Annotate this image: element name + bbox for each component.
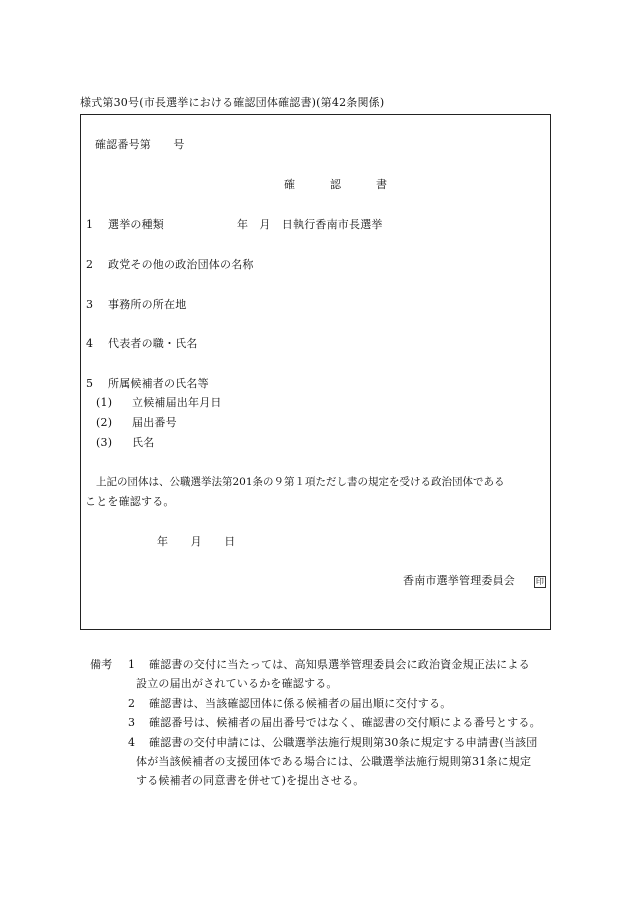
note-1-line-1: 確認書の交付に当たっては、高知県選挙管理委員会に政治資金規正法による [149,658,530,671]
item-5-number: 5 [86,377,94,390]
issue-date: 年 月 日 [157,535,236,548]
item-1-label: 選挙の種類 [108,218,164,231]
form-header: 様式第30号(市長選挙における確認団体確認書)(第42条関係) [80,96,385,109]
notes-label: 備考 [90,658,113,671]
note-2-number: 2 [128,697,136,710]
note-4-line-3: する候補者の同意書を併せて)を提出させる。 [136,774,365,787]
subitem-3-number: (3) [96,436,113,449]
note-3-line-1: 確認番号は、候補者の届出番号ではなく、確認書の交付順による番号とする。 [149,716,541,729]
note-2-line-1: 確認書は、当該確認団体に係る候補者の届出順に交付する。 [149,697,452,710]
item-3-number: 3 [86,298,94,311]
note-3-number: 3 [128,716,136,729]
issuer-name: 香南市選挙管理委員会 [403,574,515,587]
item-2-label: 政党その他の政治団体の名称 [108,258,254,271]
subitem-2-label: 届出番号 [132,416,177,429]
statement-line-1: 上記の団体は、公職選挙法第201条の９第１項ただし書の規定を受ける政治団体である [96,476,505,488]
subitem-3-label: 氏名 [132,436,155,449]
note-1-line-2: 設立の届出がされているかを確認する。 [136,677,338,690]
subitem-1-number: (1) [96,396,113,409]
note-4-line-2: 体が当該候補者の支援団体である場合には、公職選挙法施行規則第31条に規定 [136,755,532,768]
note-4-line-1: 確認書の交付申請には、公職選挙法施行規則第30条に規定する申請書(当該団 [149,736,538,749]
note-1-number: 1 [128,658,136,671]
item-2-number: 2 [86,258,94,271]
election-date-value: 年 月 日執行香南市長選挙 [237,218,383,231]
item-4-number: 4 [86,337,94,350]
item-1-number: 1 [86,218,94,231]
subitem-1-label: 立候補届出年月日 [132,396,222,409]
statement-line-2: ことを確認する。 [85,495,175,508]
subitem-2-number: (2) [96,416,113,429]
seal-mark: 印 [535,577,545,586]
document-title: 確 認 書 [284,178,399,191]
item-5-label: 所属候補者の氏名等 [108,377,209,390]
item-3-label: 事務所の所在地 [108,298,187,311]
official-seal [534,574,546,588]
note-4-number: 4 [128,736,136,749]
item-4-label: 代表者の職・氏名 [108,337,198,350]
confirmation-number: 確認番号第 号 [95,138,185,151]
